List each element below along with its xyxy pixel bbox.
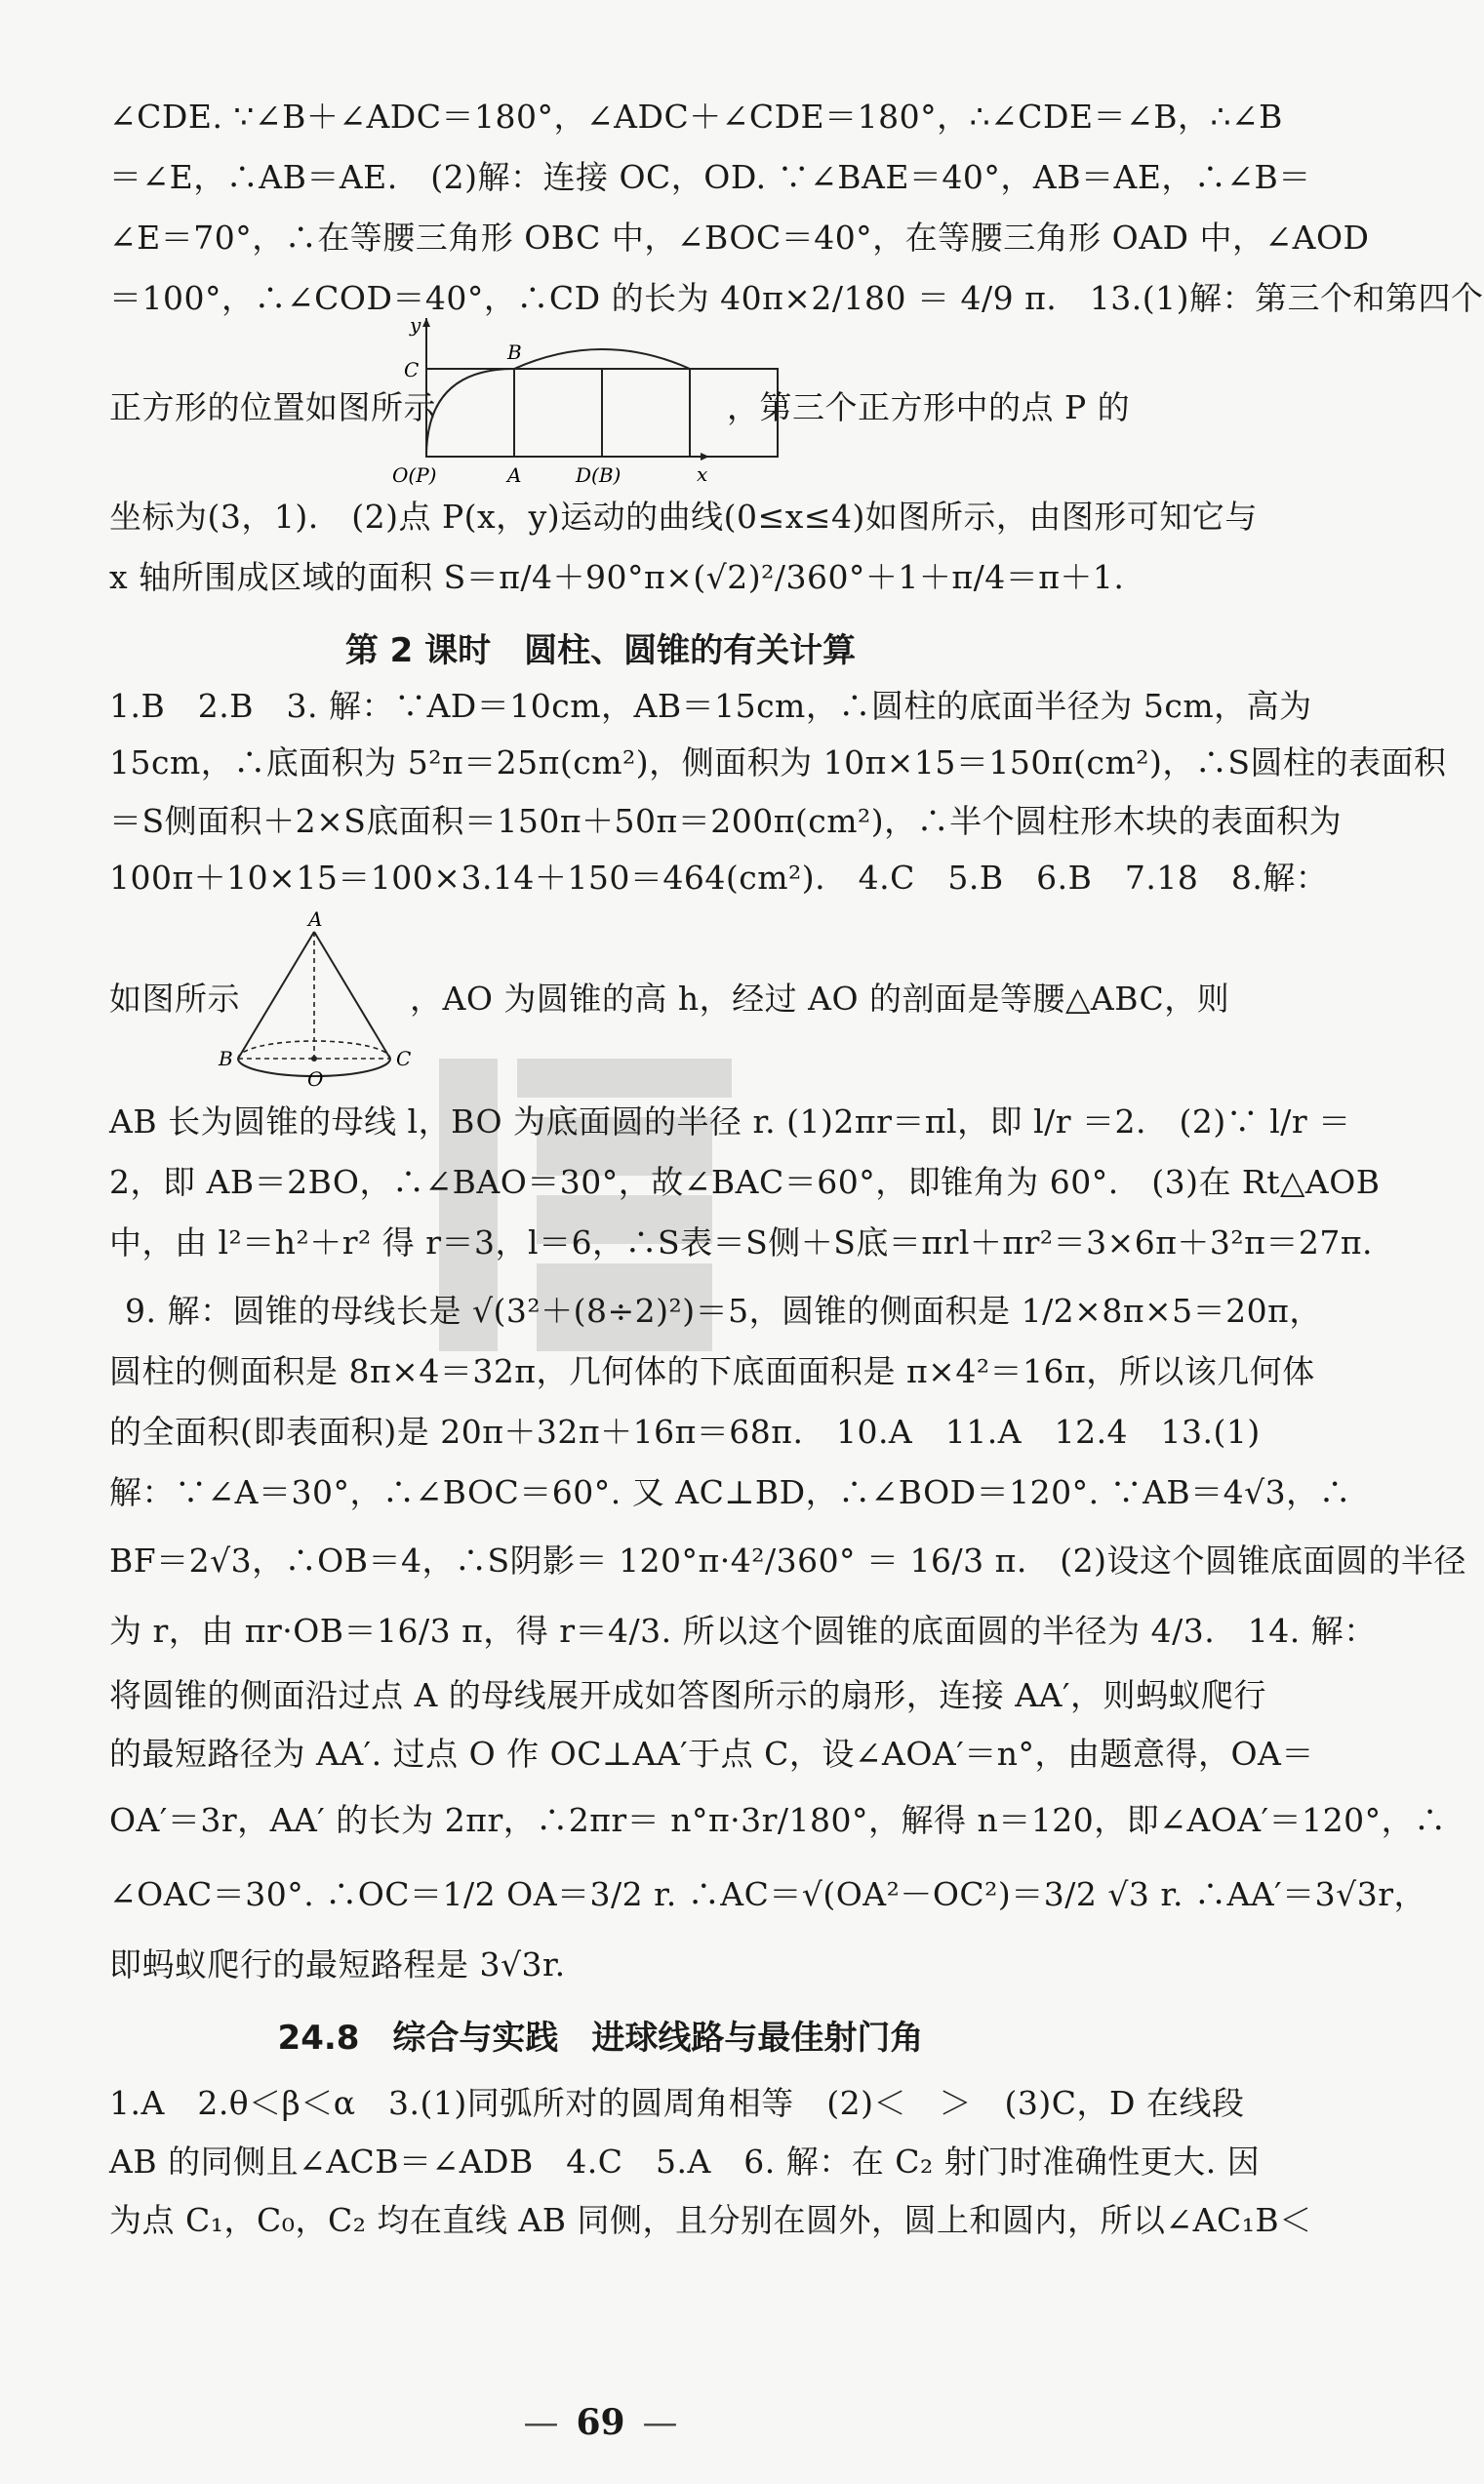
- section-heading: 第 2 课时 圆柱、圆锥的有关计算: [344, 631, 857, 670]
- point-label-d: D(B): [576, 463, 622, 487]
- text-line: ，AO 为圆锥的高 h，经过 AO 的剖面是等腰△ABC，则: [410, 980, 1230, 1018]
- point-label-a: A: [507, 463, 522, 487]
- text-line: ＝∠E，∴AB＝AE. (2)解：连接 OC，OD. ∵∠BAE＝40°，AB＝AE，∴∠B＝: [109, 158, 1311, 196]
- text-line: BF＝2√3，∴OB＝4，∴S阴影＝ 120°π·4²/360° ＝ 16/3 π. (2)设这个圆锥底面圆的半径: [109, 1542, 1467, 1580]
- text-line: 9. 解：圆锥的母线长是 √(3²＋(8÷2)²)＝5，圆锥的侧面积是 1/2×8π×5＝20π，: [125, 1292, 1322, 1330]
- point-label-b: B: [507, 341, 522, 364]
- text-line: 圆柱的侧面积是 8π×4＝32π，几何体的下底面面积是 π×4²＝16π，所以该几何体: [109, 1352, 1315, 1390]
- axis-label-x: x: [697, 462, 708, 486]
- cone-label-o: O: [307, 1067, 324, 1091]
- text-line: 将圆锥的侧面沿过点 A 的母线展开成如答图所示的扇形，连接 AA′，则蚂蚁爬行: [109, 1676, 1266, 1714]
- section-heading: 24.8 综合与实践 进球线路与最佳射门角: [277, 2019, 924, 2058]
- text-line: ∠E＝70°，∴在等腰三角形 OBC 中，∠BOC＝40°，在等腰三角形 OAD 中，∠AOD: [109, 219, 1370, 257]
- text-line: OA′＝3r，AA′ 的长为 2πr，∴2πr＝ n°π·3r/180°，解得 n＝120，即∠AOA′＝120°，∴: [109, 1801, 1447, 1839]
- text-line: AB 长为圆锥的母线 l，BO 为底面圆的半径 r. (1)2πr＝πl，即 l/r ＝2. (2)∵ l/r ＝: [109, 1102, 1351, 1141]
- text-line: ＝S侧面积＋2×S底面积＝150π＋50π＝200π(cm²)，∴半个圆柱形木块的表面积为: [109, 802, 1343, 840]
- cone-figure: [217, 907, 412, 1107]
- axis-label-y: y: [410, 313, 421, 337]
- text-line: 即蚂蚁爬行的最短路程是 3√3r.: [109, 1945, 566, 1983]
- text-line: 1.A 2.θ＜β＜α 3.(1)同弧所对的圆周角相等 (2)＜ ＞ (3)C，D 在线段: [109, 2084, 1245, 2122]
- text-line: 的最短路径为 AA′. 过点 O 作 OC⊥AA′于点 C，设∠AOA′＝n°，由题意得，OA＝: [109, 1735, 1314, 1773]
- text-line: 2，即 AB＝2BO，∴∠BAO＝30°，故∠BAC＝60°，即锥角为 60°. (3)在 Rt△AOB: [109, 1163, 1381, 1201]
- squares-figure: [382, 310, 714, 486]
- text-line: 1.B 2.B 3. 解：∵AD＝10cm，AB＝15cm，∴圆柱的底面半径为 5cm，高为: [109, 687, 1312, 725]
- text-line: x 轴所围成区域的面积 S＝π/4＋90°π×(√2)²/360°＋1＋π/4＝π＋1.: [109, 558, 1125, 596]
- text-line: 15cm，∴底面积为 5²π＝25π(cm²)，侧面积为 10π×15＝150π(cm²)，∴S圆柱的表面积: [109, 743, 1447, 781]
- text-line: ，第三个正方形中的点 P 的: [727, 388, 1131, 426]
- text-line: ∠OAC＝30°. ∴OC＝1/2 OA＝3/2 r. ∴AC＝√(OA²－OC²)＝3/2 √3 r. ∴AA′＝3√3r，: [109, 1875, 1426, 1913]
- cone-label-a: A: [308, 907, 323, 931]
- page-number-row: [0, 2402, 1201, 2443]
- page-number: 69: [576, 2402, 625, 2443]
- text-line: 如图所示: [109, 980, 240, 1018]
- text-line: 为 r，由 πr·OB＝16/3 π，得 r＝4/3. 所以这个圆锥的底面圆的半径为 4/3. 14. 解：: [109, 1612, 1377, 1650]
- point-label-c: C: [404, 358, 420, 381]
- text-line: ＝100°，∴∠COD＝40°，∴CD 的长为 40π×2/180 ＝ 4/9 π. 13.(1)解：第三个和第四个: [109, 279, 1484, 317]
- page-number-dash-left: —: [523, 2403, 559, 2443]
- point-label-o: O(P): [392, 463, 437, 487]
- cone-label-c: C: [396, 1047, 412, 1070]
- page-number-dash-right: —: [642, 2403, 678, 2443]
- text-line: 正方形的位置如图所示: [109, 388, 436, 426]
- text-line: 的全面积(即表面积)是 20π＋32π＋16π＝68π. 10.A 11.A 12.4 13.(1): [109, 1413, 1261, 1451]
- text-line: AB 的同侧且∠ACB＝∠ADB 4.C 5.A 6. 解：在 C₂ 射门时准确性更大. 因: [109, 2143, 1261, 2181]
- text-line: 解：∵∠A＝30°，∴∠BOC＝60°. 又 AC⊥BD，∴∠BOD＝120°. ∵AB＝4√3，∴: [109, 1473, 1352, 1511]
- text-line: ∠CDE. ∵∠B＋∠ADC＝180°，∠ADC＋∠CDE＝180°，∴∠CDE＝∠B，∴∠B: [109, 98, 1283, 136]
- text-line: 为点 C₁，C₀，C₂ 均在直线 AB 同侧，且分别在圆外，圆上和圆内，所以∠AC₁B＜: [109, 2201, 1312, 2239]
- text-line: 坐标为(3，1). (2)点 P(x，y)运动的曲线(0≤x≤4)如图所示，由图形可知它与: [109, 498, 1258, 536]
- cone-label-b: B: [219, 1047, 233, 1070]
- text-line: 中，由 l²＝h²＋r² 得 r＝3，l＝6，∴S表＝S侧＋S底＝πrl＋πr²＝3×6π＋3²π＝27π.: [109, 1223, 1374, 1262]
- text-line: 100π＋10×15＝100×3.14＋150＝464(cm²). 4.C 5.B 6.B 7.18 8.解：: [109, 859, 1329, 897]
